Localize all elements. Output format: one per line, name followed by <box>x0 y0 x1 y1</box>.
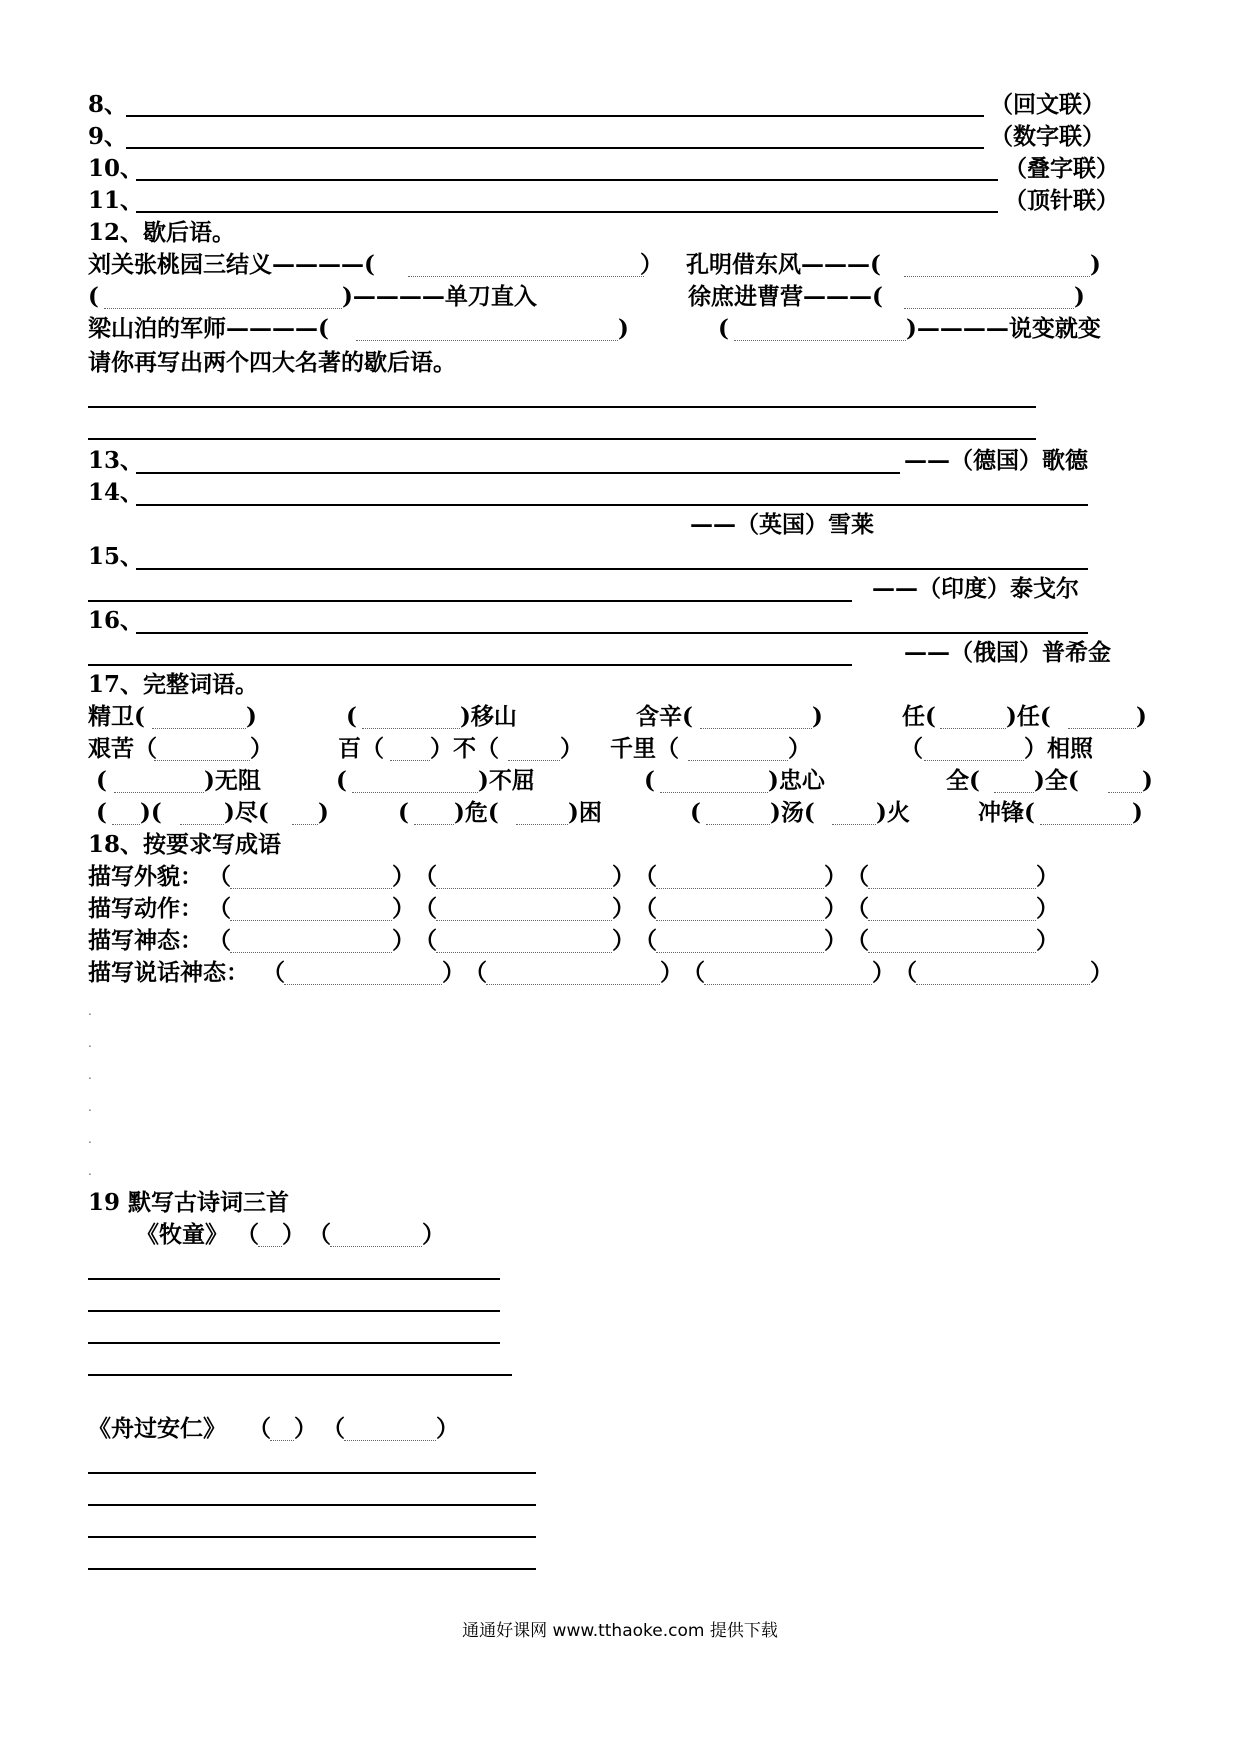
word-part: ）相照 <box>1024 735 1093 762</box>
idiom-blank[interactable] <box>284 984 442 985</box>
poem-line[interactable] <box>88 1504 536 1506</box>
question-number: 14、 <box>88 479 144 506</box>
word-part: 全( <box>946 767 980 794</box>
idiom-blank[interactable] <box>916 984 1090 985</box>
word-part: ） <box>560 735 583 762</box>
answer-blank[interactable] <box>904 308 1074 309</box>
word-part: )无阻 <box>204 767 261 794</box>
word-part: ( <box>96 767 107 794</box>
paren-close: ） <box>1036 927 1059 954</box>
answer-line[interactable] <box>88 600 852 602</box>
word-part: )汤( <box>770 799 815 826</box>
dot-marker: . <box>88 1004 92 1018</box>
paren-close: ) <box>1090 251 1101 278</box>
answer-line[interactable] <box>88 438 1036 440</box>
paren-close: ) <box>1074 283 1085 310</box>
word-part: 百（ <box>338 735 384 762</box>
couplet-row-8 <box>88 90 127 120</box>
xiehouyu-3: )————单刀直入 <box>342 283 537 310</box>
paren-open: （ <box>414 927 437 954</box>
answer-blank[interactable] <box>940 728 1006 729</box>
q19-title: 19 默写古诗词三首 <box>88 1189 290 1216</box>
paren-close: ） <box>442 959 465 986</box>
paren-close: ） <box>392 863 415 890</box>
word-part: )忠心 <box>768 767 825 794</box>
idiom-category: 描写动作： <box>88 895 203 922</box>
answer-blank[interactable] <box>112 824 140 825</box>
couplet-row-10 <box>88 154 143 184</box>
dot-marker: . <box>88 1036 92 1050</box>
q12-more: 请你再写出两个四大名著的歇后语。 <box>88 349 456 376</box>
answer-blank[interactable] <box>408 276 644 277</box>
answer-blank[interactable] <box>292 824 318 825</box>
answer-line[interactable] <box>126 147 984 149</box>
answer-blank[interactable] <box>994 792 1034 793</box>
paren-open: （ <box>634 895 657 922</box>
answer-line[interactable] <box>88 664 852 666</box>
word-part: ( <box>336 767 347 794</box>
couplet-type: （叠字联） <box>1004 155 1119 182</box>
idiom-category: 描写外貌： <box>88 863 203 890</box>
answer-blank[interactable] <box>1040 824 1132 825</box>
paren-open: （ <box>208 895 231 922</box>
paren-close: ） <box>872 959 895 986</box>
word-part: ） <box>788 735 811 762</box>
question-number: 15、 <box>88 543 144 570</box>
word-part: ( <box>398 799 409 826</box>
word-part: )( <box>140 799 162 826</box>
word-part: )不屈 <box>478 767 535 794</box>
answer-line[interactable] <box>136 211 998 213</box>
poem-line[interactable] <box>88 1342 500 1344</box>
couplet-row-11 <box>88 186 143 216</box>
paren-open: （ <box>322 1415 345 1442</box>
poem-line[interactable] <box>88 1278 500 1280</box>
poem-title: 《牧童》 <box>136 1221 228 1248</box>
word-part: ) <box>1136 703 1147 730</box>
paren-open: （ <box>894 959 917 986</box>
word-part: ( <box>690 799 701 826</box>
answer-blank[interactable] <box>362 728 460 729</box>
paren-close: ） <box>436 1415 459 1442</box>
paren-close: ） <box>612 895 635 922</box>
idiom-blank[interactable] <box>486 984 660 985</box>
q17-title: 17、完整词语。 <box>88 671 259 698</box>
word-part: )尽( <box>224 799 269 826</box>
answer-line[interactable] <box>136 632 1088 634</box>
xiehouyu-6: )————说变就变 <box>906 315 1101 342</box>
answer-blank[interactable] <box>104 308 342 309</box>
answer-blank[interactable] <box>1108 792 1142 793</box>
xiehouyu-4: 徐庶进曹营———( <box>688 283 883 310</box>
q12-title: 12、歇后语。 <box>88 219 236 246</box>
paren-close: ） <box>660 959 683 986</box>
answer-blank[interactable] <box>734 340 906 341</box>
paren-close: ） <box>294 1415 317 1442</box>
answer-blank[interactable] <box>356 340 618 341</box>
word-part: ) <box>1142 767 1153 794</box>
word-part: 含辛( <box>636 703 693 730</box>
word-part: 精卫( <box>88 703 145 730</box>
author-blank[interactable] <box>344 1440 436 1441</box>
question-number: 10、 <box>88 155 144 182</box>
paren-open: ( <box>88 283 99 310</box>
idiom-blank[interactable] <box>436 888 612 889</box>
answer-blank[interactable] <box>508 760 560 761</box>
idiom-blank[interactable] <box>656 920 824 921</box>
paren-close: ) <box>618 315 629 342</box>
word-part: )火 <box>876 799 910 826</box>
couplet-type: （顶针联） <box>1004 187 1119 214</box>
question-number: 8、 <box>88 91 128 118</box>
paren-open: （ <box>236 1221 259 1248</box>
answer-blank[interactable] <box>688 760 788 761</box>
idiom-blank[interactable] <box>704 984 872 985</box>
answer-blank[interactable] <box>390 760 430 761</box>
dot-marker: . <box>88 1164 92 1178</box>
paren-close: ） <box>422 1221 445 1248</box>
quote-author: ——（印度）泰戈尔 <box>872 575 1079 602</box>
word-part: ）不（ <box>430 735 499 762</box>
word-part: 任( <box>902 703 936 730</box>
paren-close: ） <box>392 927 415 954</box>
poem-line[interactable] <box>88 1536 536 1538</box>
question-number: 11、 <box>88 187 144 214</box>
paren-open: （ <box>208 863 231 890</box>
paren-open: （ <box>414 863 437 890</box>
idiom-blank[interactable] <box>656 888 824 889</box>
idiom-blank[interactable] <box>868 920 1036 921</box>
paren-open: （ <box>248 1415 271 1442</box>
paren-open: （ <box>846 895 869 922</box>
footer-credit: 通通好课网 www.tthaoke.com 提供下载 <box>462 1621 778 1641</box>
dot-marker: . <box>88 1068 92 1082</box>
answer-blank[interactable] <box>516 824 568 825</box>
paren-close: ） <box>1090 959 1113 986</box>
word-part: ( <box>644 767 655 794</box>
idiom-blank[interactable] <box>436 952 612 953</box>
poem-line[interactable] <box>88 1568 536 1570</box>
answer-line[interactable] <box>88 406 1036 408</box>
dot-marker: . <box>88 1132 92 1146</box>
couplet-row-9 <box>88 122 127 152</box>
paren-open: （ <box>682 959 705 986</box>
paren-open: （ <box>208 927 231 954</box>
question-number: 16、 <box>88 607 144 634</box>
couplet-type: （回文联） <box>990 91 1105 118</box>
answer-blank[interactable] <box>660 792 768 793</box>
answer-blank[interactable] <box>706 824 770 825</box>
answer-blank[interactable] <box>152 728 246 729</box>
idiom-blank[interactable] <box>230 920 392 921</box>
word-part: 艰苦（ <box>88 735 157 762</box>
word-part: ) <box>812 703 823 730</box>
paren-close: ） <box>640 251 663 278</box>
idiom-blank[interactable] <box>868 952 1036 953</box>
paren-open: （ <box>846 927 869 954</box>
answer-blank[interactable] <box>180 824 224 825</box>
quote-author: ——（英国）雪莱 <box>690 511 874 538</box>
word-part: （ <box>900 735 923 762</box>
answer-blank[interactable] <box>352 792 478 793</box>
paren-open: ( <box>718 315 729 342</box>
quote-author: ——（德国）歌德 <box>904 447 1088 474</box>
paren-close: ） <box>824 895 847 922</box>
poem-line[interactable] <box>88 1310 500 1312</box>
paren-open: （ <box>308 1221 331 1248</box>
word-part: 冲锋( <box>978 799 1035 826</box>
dot-marker: . <box>88 1100 92 1114</box>
question-number: 9、 <box>88 123 128 150</box>
idiom-category: 描写神态： <box>88 927 203 954</box>
question-number: 13、 <box>88 447 144 474</box>
word-part: ) <box>1132 799 1143 826</box>
idiom-blank[interactable] <box>656 952 824 953</box>
word-part: ( <box>346 703 357 730</box>
idiom-blank[interactable] <box>230 952 392 953</box>
answer-blank[interactable] <box>832 824 876 825</box>
word-part: 千里（ <box>610 735 679 762</box>
answer-blank[interactable] <box>414 824 454 825</box>
answer-blank[interactable] <box>904 276 1090 277</box>
paren-close: ） <box>824 863 847 890</box>
xiehouyu-5: 梁山泊的军师————( <box>88 315 329 342</box>
word-part: ) <box>246 703 257 730</box>
paren-close: ） <box>1036 895 1059 922</box>
answer-line[interactable] <box>136 179 998 181</box>
word-part: ( <box>96 799 107 826</box>
idiom-category: 描写说话神态： <box>88 959 249 986</box>
q18-title: 18、按要求写成语 <box>88 831 282 858</box>
idiom-blank[interactable] <box>436 920 612 921</box>
answer-blank[interactable] <box>1068 728 1136 729</box>
word-part: ) <box>318 799 329 826</box>
poem-title: 《舟过安仁》 <box>88 1415 226 1442</box>
answer-line[interactable] <box>136 472 900 474</box>
paren-open: （ <box>634 863 657 890</box>
paren-close: ） <box>392 895 415 922</box>
idiom-blank[interactable] <box>868 888 1036 889</box>
paren-close: ） <box>612 927 635 954</box>
answer-blank[interactable] <box>154 760 250 761</box>
paren-open: （ <box>846 863 869 890</box>
answer-blank[interactable] <box>114 792 204 793</box>
answer-line[interactable] <box>136 568 1088 570</box>
author-blank[interactable] <box>330 1246 422 1247</box>
paren-open: （ <box>464 959 487 986</box>
word-part: ） <box>250 735 273 762</box>
poem-line[interactable] <box>88 1472 536 1474</box>
dynasty-blank[interactable] <box>270 1440 294 1441</box>
answer-line[interactable] <box>126 115 984 117</box>
paren-open: （ <box>634 927 657 954</box>
poem-line[interactable] <box>88 1374 512 1376</box>
paren-close: ） <box>1036 863 1059 890</box>
paren-open: （ <box>262 959 285 986</box>
answer-blank[interactable] <box>924 760 1024 761</box>
dynasty-blank[interactable] <box>258 1246 282 1247</box>
paren-close: ） <box>612 863 635 890</box>
idiom-blank[interactable] <box>230 888 392 889</box>
word-part: )移山 <box>460 703 517 730</box>
quote-author: ——（俄国）普希金 <box>904 639 1111 666</box>
word-part: )全( <box>1034 767 1079 794</box>
word-part: )危( <box>454 799 499 826</box>
paren-close: ） <box>282 1221 305 1248</box>
answer-blank[interactable] <box>700 728 812 729</box>
couplet-type: （数字联） <box>990 123 1105 150</box>
word-part: )任( <box>1006 703 1051 730</box>
xiehouyu-1: 刘关张桃园三结义————( <box>88 251 375 278</box>
word-part: )困 <box>568 799 602 826</box>
paren-open: （ <box>414 895 437 922</box>
xiehouyu-2: 孔明借东风———( <box>686 251 881 278</box>
answer-line[interactable] <box>136 504 1088 506</box>
paren-close: ） <box>824 927 847 954</box>
